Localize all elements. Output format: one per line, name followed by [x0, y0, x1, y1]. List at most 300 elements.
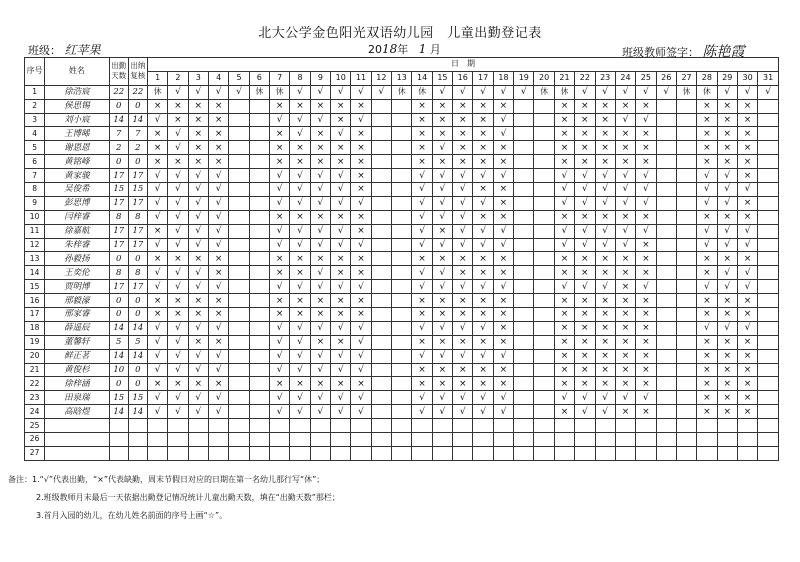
present-mark: √ — [188, 391, 208, 405]
day-cell — [534, 280, 554, 294]
child-name: 谢恩恩 — [45, 141, 110, 155]
present-mark: √ — [270, 238, 290, 252]
day-header: 18 — [493, 71, 513, 85]
present-mark: √ — [351, 349, 371, 363]
review-days: 15 — [128, 183, 147, 197]
attend-days — [109, 433, 128, 447]
present-mark: √ — [188, 405, 208, 419]
attend-days: 17 — [109, 280, 128, 294]
absent-mark: × — [270, 99, 290, 113]
day-cell — [188, 419, 208, 433]
absent-mark: × — [208, 127, 228, 141]
day-cell — [371, 349, 391, 363]
present-mark: √ — [453, 238, 473, 252]
child-row — [25, 294, 779, 308]
present-mark: √ — [331, 196, 351, 210]
present-mark: √ — [453, 349, 473, 363]
present-mark: √ — [310, 183, 330, 197]
absent-mark: × — [697, 335, 717, 349]
day-cell — [554, 433, 574, 447]
day-cell — [392, 405, 412, 419]
day-cell — [473, 419, 493, 433]
absent-mark: × — [737, 169, 757, 183]
absent-mark: × — [331, 155, 351, 169]
day-cell — [656, 99, 676, 113]
child-name: 徐浩宸 — [45, 85, 110, 99]
day-cell — [229, 252, 249, 266]
day-cell — [392, 280, 412, 294]
present-mark: √ — [208, 196, 228, 210]
absent-mark: × — [697, 210, 717, 224]
day-cell — [493, 446, 513, 460]
day-cell — [676, 335, 696, 349]
day-cell — [636, 433, 656, 447]
absent-mark: × — [697, 308, 717, 322]
day-cell — [249, 266, 269, 280]
day-cell — [534, 266, 554, 280]
day-header: 16 — [453, 71, 473, 85]
present-mark: √ — [514, 85, 534, 99]
present-mark: √ — [697, 169, 717, 183]
present-mark: √ — [147, 363, 167, 377]
absent-mark: × — [737, 141, 757, 155]
day-header: 3 — [188, 71, 208, 85]
day-cell — [656, 155, 676, 169]
day-cell — [229, 155, 249, 169]
absent-mark: × — [270, 377, 290, 391]
present-mark: √ — [270, 169, 290, 183]
day-cell — [676, 113, 696, 127]
absent-mark: × — [188, 113, 208, 127]
absent-mark: × — [493, 141, 513, 155]
day-cell — [717, 419, 737, 433]
present-mark: √ — [717, 196, 737, 210]
absent-mark: × — [636, 335, 656, 349]
day-header: 14 — [412, 71, 432, 85]
present-mark: √ — [717, 280, 737, 294]
attend-days: 14 — [109, 349, 128, 363]
absent-mark: × — [147, 127, 167, 141]
attend-days: 2 — [109, 141, 128, 155]
present-mark: √ — [310, 363, 330, 377]
day-cell — [371, 377, 391, 391]
absent-mark: × — [270, 155, 290, 169]
present-mark: √ — [168, 363, 188, 377]
seq-cell: 26 — [25, 433, 45, 447]
present-mark: √ — [188, 280, 208, 294]
review-days: 14 — [128, 405, 147, 419]
absent-mark: × — [412, 335, 432, 349]
child-row — [25, 266, 779, 280]
present-mark: √ — [473, 196, 493, 210]
present-mark: √ — [168, 266, 188, 280]
present-mark: √ — [453, 183, 473, 197]
attend-days: 17 — [109, 169, 128, 183]
absent-mark: × — [147, 294, 167, 308]
absent-mark: × — [615, 266, 635, 280]
day-cell — [229, 405, 249, 419]
present-mark: √ — [432, 238, 452, 252]
day-cell — [412, 419, 432, 433]
absent-mark: × — [351, 183, 371, 197]
present-mark: √ — [290, 405, 310, 419]
day-cell — [514, 308, 534, 322]
day-cell — [514, 363, 534, 377]
day-header: 17 — [473, 71, 493, 85]
absent-mark: × — [412, 127, 432, 141]
rest-day-mark: 休 — [534, 85, 554, 99]
present-mark: √ — [575, 391, 595, 405]
day-cell — [514, 349, 534, 363]
rest-day-mark: 休 — [392, 85, 412, 99]
attend-days: 15 — [109, 183, 128, 197]
absent-mark: × — [615, 377, 635, 391]
child-row — [25, 127, 779, 141]
day-cell — [371, 446, 391, 460]
absent-mark: × — [188, 99, 208, 113]
present-mark: √ — [595, 391, 615, 405]
absent-mark: × — [188, 377, 208, 391]
review-days: 5 — [128, 335, 147, 349]
day-header: 7 — [270, 71, 290, 85]
day-cell — [270, 446, 290, 460]
present-mark: √ — [575, 238, 595, 252]
absent-mark: × — [432, 99, 452, 113]
present-mark: √ — [615, 196, 635, 210]
day-cell — [249, 210, 269, 224]
day-cell — [758, 141, 779, 155]
review-days: 0 — [128, 308, 147, 322]
seq-cell: 19 — [25, 335, 45, 349]
present-mark: √ — [412, 183, 432, 197]
review-header: 出纳复核 — [128, 58, 147, 86]
present-mark: √ — [331, 224, 351, 238]
day-cell — [514, 224, 534, 238]
present-mark: √ — [290, 238, 310, 252]
present-mark: √ — [188, 266, 208, 280]
day-cell — [168, 419, 188, 433]
day-cell — [147, 433, 167, 447]
day-cell — [514, 99, 534, 113]
absent-mark: × — [554, 99, 574, 113]
absent-mark: × — [473, 266, 493, 280]
day-header: 10 — [331, 71, 351, 85]
absent-mark: × — [208, 113, 228, 127]
day-cell — [392, 113, 412, 127]
day-cell — [249, 446, 269, 460]
day-cell — [229, 446, 249, 460]
absent-mark: × — [432, 335, 452, 349]
day-cell — [534, 141, 554, 155]
present-mark: √ — [575, 224, 595, 238]
present-mark: √ — [290, 391, 310, 405]
absent-mark: × — [493, 377, 513, 391]
day-header: 20 — [534, 71, 554, 85]
review-days: 0 — [128, 99, 147, 113]
absent-mark: × — [575, 363, 595, 377]
present-mark: √ — [575, 169, 595, 183]
day-header: 26 — [656, 71, 676, 85]
absent-mark: × — [147, 224, 167, 238]
present-mark: √ — [615, 85, 635, 99]
absent-mark: × — [473, 99, 493, 113]
rest-day-mark: 休 — [697, 85, 717, 99]
day-cell — [676, 127, 696, 141]
present-mark: √ — [453, 210, 473, 224]
teacher-signature: 陈艳霞 — [702, 44, 745, 60]
present-mark: √ — [270, 349, 290, 363]
absent-mark: × — [697, 377, 717, 391]
absent-mark: × — [493, 210, 513, 224]
day-cell — [392, 391, 412, 405]
attend-days: 15 — [109, 391, 128, 405]
day-cell — [656, 446, 676, 460]
present-mark: √ — [188, 85, 208, 99]
present-mark: √ — [168, 238, 188, 252]
seq-cell: 27 — [25, 446, 45, 460]
day-cell — [554, 446, 574, 460]
child-name: 邢家睿 — [45, 308, 110, 322]
day-cell — [676, 294, 696, 308]
day-cell — [229, 210, 249, 224]
present-mark: √ — [310, 266, 330, 280]
absent-mark: × — [554, 252, 574, 266]
child-name: 邢毅濠 — [45, 294, 110, 308]
absent-mark: × — [575, 127, 595, 141]
day-cell — [656, 169, 676, 183]
present-mark: √ — [290, 363, 310, 377]
day-cell — [371, 321, 391, 335]
day-cell — [676, 266, 696, 280]
present-mark: √ — [412, 169, 432, 183]
review-days: 17 — [128, 280, 147, 294]
day-cell — [676, 252, 696, 266]
absent-mark: × — [208, 99, 228, 113]
day-cell — [371, 196, 391, 210]
present-mark: √ — [697, 321, 717, 335]
present-mark: √ — [147, 349, 167, 363]
absent-mark: × — [453, 335, 473, 349]
rest-day-mark: 休 — [147, 85, 167, 99]
present-mark: √ — [493, 127, 513, 141]
day-cell — [392, 335, 412, 349]
child-row — [25, 155, 779, 169]
day-cell — [676, 321, 696, 335]
attend-days: 14 — [109, 321, 128, 335]
present-mark: √ — [147, 238, 167, 252]
absent-mark: × — [147, 308, 167, 322]
day-cell — [371, 308, 391, 322]
present-mark: √ — [208, 349, 228, 363]
absent-mark: × — [717, 335, 737, 349]
absent-mark: × — [351, 266, 371, 280]
attend-days: 14 — [109, 113, 128, 127]
absent-mark: × — [432, 113, 452, 127]
present-mark: √ — [615, 238, 635, 252]
attend-days: 14 — [109, 405, 128, 419]
attend-days: 0 — [109, 377, 128, 391]
absent-mark: × — [351, 224, 371, 238]
day-cell — [493, 433, 513, 447]
day-cell — [676, 280, 696, 294]
absent-mark: × — [575, 294, 595, 308]
day-cell — [249, 321, 269, 335]
review-days — [128, 419, 147, 433]
absent-mark: × — [331, 377, 351, 391]
attend-days: 0 — [109, 252, 128, 266]
attend-days: 17 — [109, 238, 128, 252]
absent-mark: × — [595, 377, 615, 391]
day-cell — [697, 433, 717, 447]
absent-mark: × — [351, 308, 371, 322]
present-mark: √ — [737, 224, 757, 238]
present-mark: √ — [168, 85, 188, 99]
present-mark: √ — [147, 391, 167, 405]
absent-mark: × — [473, 308, 493, 322]
absent-mark: × — [473, 252, 493, 266]
absent-mark: × — [575, 377, 595, 391]
child-row — [25, 113, 779, 127]
day-cell — [371, 224, 391, 238]
seq-header: 序号 — [25, 58, 45, 86]
child-row — [25, 335, 779, 349]
absent-mark: × — [453, 113, 473, 127]
absent-mark: × — [493, 335, 513, 349]
absent-mark: × — [168, 294, 188, 308]
present-mark: √ — [208, 391, 228, 405]
present-mark: √ — [554, 224, 574, 238]
month-value: 1 — [418, 42, 427, 56]
absent-mark: × — [188, 127, 208, 141]
seq-cell: 12 — [25, 238, 45, 252]
present-mark: √ — [595, 183, 615, 197]
day-cell — [514, 210, 534, 224]
day-header: 15 — [432, 71, 452, 85]
absent-mark: × — [453, 127, 473, 141]
absent-mark: × — [554, 349, 574, 363]
attend-days: 17 — [109, 196, 128, 210]
present-mark: √ — [208, 280, 228, 294]
absent-mark: × — [717, 127, 737, 141]
absent-mark: × — [636, 294, 656, 308]
day-cell — [758, 377, 779, 391]
absent-mark: × — [636, 127, 656, 141]
absent-mark: × — [208, 266, 228, 280]
absent-mark: × — [737, 155, 757, 169]
absent-mark: × — [412, 363, 432, 377]
absent-mark: × — [615, 335, 635, 349]
absent-mark: × — [615, 363, 635, 377]
day-cell — [758, 321, 779, 335]
absent-mark: × — [575, 252, 595, 266]
day-cell — [249, 377, 269, 391]
day-cell — [554, 419, 574, 433]
day-cell — [514, 183, 534, 197]
review-days: 8 — [128, 210, 147, 224]
day-cell — [229, 377, 249, 391]
absent-mark: × — [310, 252, 330, 266]
child-row — [25, 183, 779, 197]
day-cell — [676, 196, 696, 210]
present-mark: √ — [331, 405, 351, 419]
present-mark: √ — [717, 169, 737, 183]
absent-mark: × — [717, 210, 737, 224]
day-cell — [229, 266, 249, 280]
present-mark: √ — [168, 127, 188, 141]
present-mark: √ — [412, 266, 432, 280]
day-cell — [249, 280, 269, 294]
present-mark: √ — [270, 321, 290, 335]
day-cell — [412, 446, 432, 460]
present-mark: √ — [473, 224, 493, 238]
present-mark: √ — [636, 113, 656, 127]
present-mark: √ — [208, 363, 228, 377]
day-cell — [656, 210, 676, 224]
day-cell — [453, 433, 473, 447]
absent-mark: × — [412, 252, 432, 266]
day-cell — [656, 391, 676, 405]
day-cell — [229, 169, 249, 183]
seq-cell: 4 — [25, 127, 45, 141]
day-cell — [371, 405, 391, 419]
day-cell — [392, 169, 412, 183]
absent-mark: × — [412, 377, 432, 391]
present-mark: √ — [615, 224, 635, 238]
review-days: 22 — [128, 85, 147, 99]
attend-days: 8 — [109, 266, 128, 280]
absent-mark: × — [310, 335, 330, 349]
present-mark: √ — [453, 405, 473, 419]
day-cell — [351, 446, 371, 460]
present-mark: √ — [697, 238, 717, 252]
day-cell — [534, 294, 554, 308]
absent-mark: × — [473, 363, 493, 377]
day-cell — [371, 155, 391, 169]
absent-mark: × — [493, 252, 513, 266]
present-mark: √ — [147, 321, 167, 335]
present-mark: √ — [412, 391, 432, 405]
child-name — [45, 433, 110, 447]
present-mark: √ — [493, 405, 513, 419]
absent-mark: × — [331, 210, 351, 224]
absent-mark: × — [554, 266, 574, 280]
absent-mark: × — [737, 210, 757, 224]
absent-mark: × — [351, 210, 371, 224]
present-mark: √ — [473, 238, 493, 252]
absent-mark: × — [270, 127, 290, 141]
day-cell — [717, 446, 737, 460]
present-mark: √ — [208, 183, 228, 197]
day-cell — [208, 446, 228, 460]
day-cell — [595, 419, 615, 433]
absent-mark: × — [737, 113, 757, 127]
rest-day-mark: 休 — [412, 85, 432, 99]
class-value: 红苹果 — [64, 43, 101, 57]
absent-mark: × — [270, 308, 290, 322]
day-cell — [656, 196, 676, 210]
absent-mark: × — [615, 405, 635, 419]
child-name: 高晗煜 — [45, 405, 110, 419]
absent-mark: × — [351, 155, 371, 169]
day-cell — [208, 419, 228, 433]
seq-cell: 21 — [25, 363, 45, 377]
present-mark: √ — [147, 183, 167, 197]
day-cell — [615, 433, 635, 447]
present-mark: √ — [310, 169, 330, 183]
day-cell — [371, 363, 391, 377]
absent-mark: × — [737, 405, 757, 419]
present-mark: √ — [493, 280, 513, 294]
